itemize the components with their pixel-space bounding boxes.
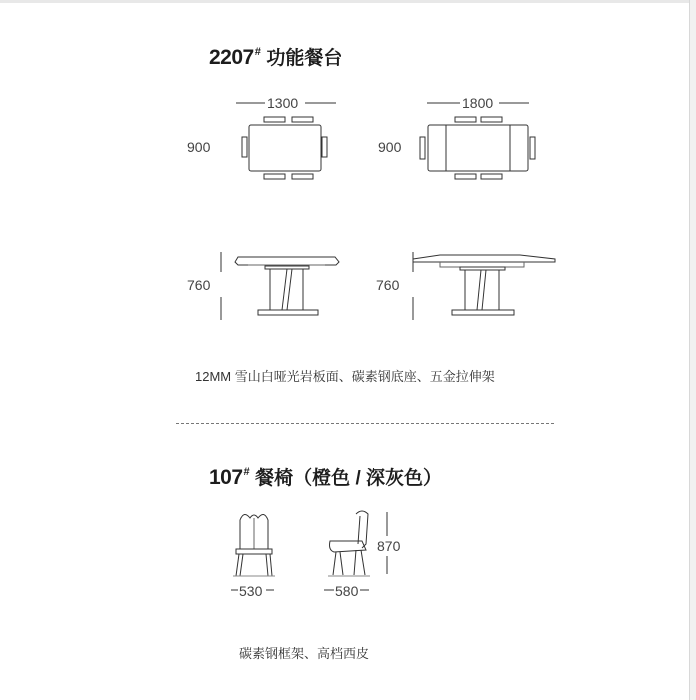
large-table-top-view (420, 117, 535, 179)
chair-model-number: 107 (209, 466, 243, 489)
table-model-mark: # (254, 46, 261, 58)
chair-height-label: 870 (377, 538, 401, 554)
chair-front-view (233, 514, 275, 576)
chair-model-mark: # (243, 466, 250, 478)
large-table-depth-label: 900 (378, 139, 402, 155)
chair-side-view (328, 511, 370, 576)
small-table-depth-label: 900 (187, 139, 211, 155)
small-table-height-label: 760 (187, 277, 211, 293)
small-table-side-view (235, 257, 339, 315)
chair-name: 餐椅（橙色 / 深灰色） (255, 468, 443, 489)
small-table-top-view (242, 117, 327, 179)
table-model-number: 2207 (209, 46, 254, 69)
table-name: 功能餐台 (266, 48, 343, 69)
chair-material-note: 碳素钢框架、高档西皮 (239, 646, 370, 661)
large-table-width-label: 1800 (462, 95, 494, 111)
large-table-height-label: 760 (376, 277, 400, 293)
chair-front-width-label: 530 (239, 583, 263, 599)
table-material-note: 12MM 雪山白哑光岩板面、碳素钢底座、五金拉伸架 (195, 369, 495, 384)
chair-title (209, 463, 442, 490)
section-divider (176, 423, 554, 424)
small-table-width-label: 1300 (267, 95, 299, 111)
chair-side-width-label: 580 (335, 583, 359, 599)
large-table-side-view (413, 255, 555, 315)
